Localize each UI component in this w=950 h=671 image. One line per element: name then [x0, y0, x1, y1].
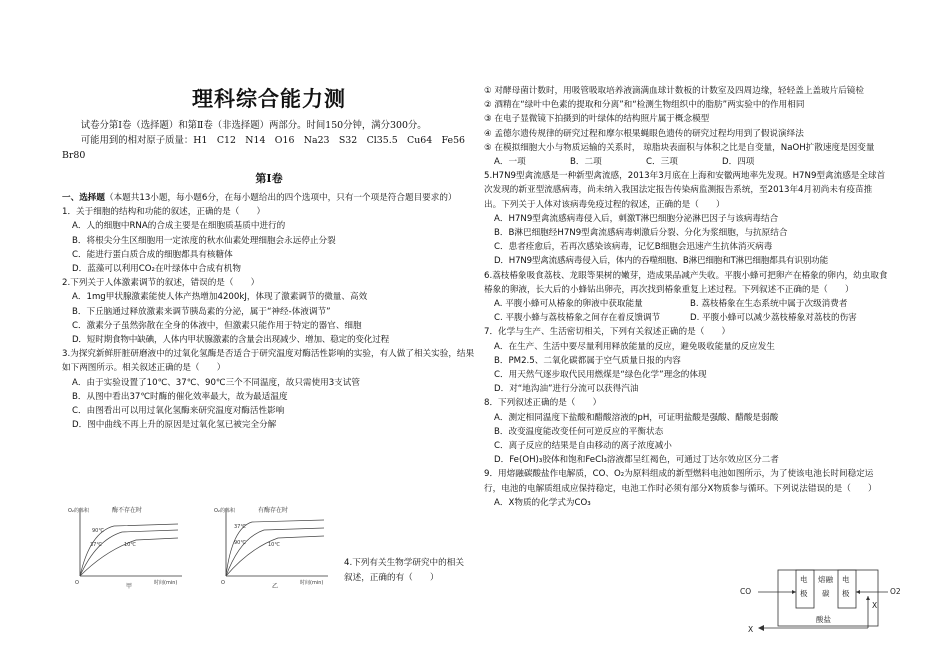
x-up-arrowhead [866, 596, 870, 600]
fuel-cell-svg [738, 566, 908, 666]
enzyme-figures [66, 502, 344, 592]
question-7-option-d: D．对“地沟油”进行分流可以获得汽油 [494, 384, 639, 395]
question-4-option-c: C．三项 [646, 157, 678, 168]
origin-label: O [75, 580, 79, 586]
right-column [484, 84, 888, 510]
question-6-option-b: B. 荔枝椿象在生态系统中属于次级消费者 [690, 299, 848, 310]
question-6-option-a: A. 平腹小蜂可从椿象的卵液中获取能量 [494, 299, 643, 310]
question-7-option-b: B．PM2.5、二氧化碳都属于空气质量日报的内容 [494, 355, 681, 366]
x-label-right: X [872, 601, 878, 610]
question-4-stem: 4.下列有关生物学研究中的相关叙述，正确的有（ ） [344, 558, 464, 583]
co-arrowhead [792, 590, 796, 594]
question-2-stem: 2.下列关于人体激素调节的叙述，错误的是（ ） [62, 278, 260, 289]
question-4-option-d: D．四项 [722, 157, 755, 168]
question-3-option-d: D．图中曲线不再上升的原因是过氧化氢已被完全分解 [72, 420, 277, 431]
question-2-option-c: C．激素分子虽然弥散在全身的体液中，但激素只能作用于特定的器官、细胞 [72, 320, 362, 331]
figure-title-left: 酶不存在时 [112, 507, 143, 514]
o2-arrowhead [856, 590, 860, 594]
intro-line1: 试卷分第Ⅰ卷（选择题）和第Ⅱ卷（非选择题）两部分。时间150分钟，满分300分。 [80, 120, 427, 131]
question-8-option-c: C．离子反应的结果是自由移动的离子浓度减小 [494, 441, 672, 452]
question-8-option-a: A．测定相同温度下盐酸和醋酸溶液的pH，可证明盐酸是强酸、醋酸是弱酸 [494, 412, 779, 423]
question-8-stem: 8．下列叙述正确的是（ ） [484, 398, 602, 409]
question-4-clause-4: ④ 孟德尔遗传规律的研究过程和摩尔根果蝇眼色遗传的研究过程均用到了假说演绎法 [484, 128, 804, 139]
question-8-option-d: D．Fe(OH)₃胶体和饱和FeCl₃溶液都呈红褐色，可通过丁达尔效应区分二者 [494, 455, 779, 466]
question-7-option-c: C．用天然气逐步取代民用燃煤是“绿色化学”理念的体现 [494, 370, 707, 381]
question-9-stem: 9．用熔融碳酸盐作电解质，CO、O₂为原料组成的新型燃料电池如图所示，为了使该电池长时间稳定运行，电池的电解质组成应保持稳定，电池工作时必须有部分X物质参与循环。下列说法错误的是（ ） [484, 469, 877, 494]
x-left-arrowhead [758, 625, 764, 631]
electrode-right-label-1: 电 [842, 575, 850, 584]
question-8-option-b: B．改变温度能改变任何可逆反应的平衡状态 [494, 426, 664, 437]
question-4-option-b: B．二项 [570, 157, 602, 168]
question-3-option-c: C．由图看出可以用过氧化氢酶来研究温度对酶活性影响 [72, 406, 285, 417]
question-3-option-b: B．从图中看出37℃时酶的催化效率最大，故为最适温度 [72, 391, 288, 402]
question-4-option-a: A．一项 [494, 157, 526, 168]
part-desc: （本题共13小题，每小题6分，在每小题给出的四个选项中，只有一个项是符合题目要求的） [104, 193, 457, 203]
y-axis-label: O₂的体积 [68, 508, 89, 514]
melt-label-2: 碳 [822, 589, 830, 598]
question-4-clause-2: ② 酒精在“绿叶中色素的提取和分离”和“检测生物组织中的脂肪”两实验中的作用相同 [484, 100, 805, 111]
curve-90 [226, 528, 324, 576]
curve-label-90: 90℃ [92, 528, 104, 534]
left-column [62, 80, 476, 432]
question-2-option-a: A．1mg甲状腺激素能使人体产热增加4200kJ，体现了激素调节的微量、高效 [72, 292, 368, 303]
figure-no-enzyme [66, 502, 186, 590]
question-1-option-c: C．能进行蛋白质合成的细胞都具有核糖体 [72, 249, 233, 260]
question-7-option-a: A．在生产、生活中要尽量利用释放能量的反应，避免吸收能量的反应发生 [494, 341, 775, 352]
x-axis-label: 时间(min) [300, 580, 324, 586]
question-2-option-b: B．下丘脑通过释放激素来调节胰岛素的分泌，属于“神经-体液调节” [72, 306, 331, 317]
question-1-option-a: A．人的细胞中RNA的合成主要是在细胞质基质中进行的 [72, 221, 286, 232]
figure-with-enzyme-graph [212, 502, 332, 590]
figure-no-enzyme-graph [66, 502, 186, 590]
part-heading [62, 191, 476, 205]
question-1-stem: 1．关于细胞的结构和功能的叙述，正确的是（ ） [62, 207, 266, 218]
electrode-left-label-2: 极 [800, 589, 808, 598]
question-3-option-a: A．由于实验设置了10℃、37℃、90℃三个不同温度，故只需使用3支试管 [72, 377, 360, 388]
electrode-left-label-1: 电 [800, 575, 808, 584]
co-label: CO [740, 587, 752, 596]
fuel-cell-diagram [738, 566, 908, 666]
figure-caption-right: 乙 [272, 583, 279, 590]
question-7-stem: 7．化学与生产、生活密切相关，下列有关叙述正确的是（ ） [484, 327, 731, 338]
question-1-option-d: D．蓝藻可以利用CO₂在叶绿体中合成有机物 [72, 264, 241, 275]
question-6-option-d: D. 平腹小蜂可以减少荔枝椿象对荔枝的伤害 [690, 313, 857, 324]
intro-line2: 可能用到的相对原子质量：H1 C12 N14 O16 Na23 S32 Cl35.5 Cu64 Fe56 Br80 [62, 135, 475, 161]
curve-37 [80, 530, 178, 576]
question-4-clause-5: ⑤ 在模拟细胞大小与物质运输的关系时， 琼脂块表面积与体积之比是自变量，NaOH扩散速度是因变量 [484, 142, 875, 153]
question-6-stem: 6.荔枝椿象吸食荔枝、龙眼等果树的嫩芽，造成果品减产失收。平腹小蜂可把卵产在椿象的卵内，幼虫取食椿象的卵液，长大后的小蜂钻出卵壳，再次找到椿象重复上述过程。下列叙述不正确的是（ ） [484, 270, 888, 295]
y-axis-label: O₂的体积 [214, 508, 235, 514]
figure-title-right: 有酶存在时 [258, 507, 289, 514]
question-5-option-d: D．H7N9型禽流感病毒侵入后，体内的吞噬细胞、B淋巴细胞和T淋巴细胞都具有识别功能 [494, 256, 828, 267]
question-5-option-b: B．B淋巴细胞经H7N9型禽流感病毒刺激后分裂、分化为浆细胞，与抗原结合 [494, 228, 788, 239]
salt-label: 酸盐 [816, 615, 831, 624]
part-label: 一、选择题 [62, 193, 105, 203]
origin-label: O [221, 580, 225, 586]
question-6-option-c: C. 平腹小蜂与荔枝椿象之间存在着反馈调节 [494, 313, 661, 324]
question-9-option-a: A．X物质的化学式为CO₃ [494, 497, 591, 508]
question-1-option-b: B．将根尖分生区细胞用一定浓度的秋水仙素处理细胞会永远停止分裂 [72, 235, 336, 246]
question-2-option-d: D．短时期食物中缺碘，人体内甲状腺激素的含量会出现减少、增加、稳定的变化过程 [72, 335, 389, 346]
question-3-stem: 3.为探究新鲜肝脏研磨液中的过氧化氢酶是否适合于研究温度对酶活性影响的实验，有人做了相关实验，结果如下两图所示。相关叙述正确的是（ ） [62, 349, 475, 374]
curve-label-10: 10℃ [124, 542, 136, 548]
x-label-left: X [748, 625, 754, 634]
question-5-option-a: A．H7N9型禽流感病毒侵入后，刺激T淋巴细胞分泌淋巴因子与该病毒结合 [494, 213, 779, 224]
section-heading: 第Ⅰ卷 [255, 172, 283, 185]
question-4-clause-1: ① 对酵母菌计数时，用吸管吸取培养液滴满血球计数板的计数室及四周边缘，轻轻盖上盖玻片后镜检 [484, 86, 864, 96]
curve-label-37: 37℃ [90, 542, 102, 548]
curve-label-90: 90℃ [234, 540, 246, 546]
curve-label-37: 37℃ [234, 524, 246, 530]
figure-with-enzyme [212, 502, 332, 590]
question-4-clause-3: ③ 在电子显微镜下拍摄到的叶绿体的结构照片属于概念模型 [484, 114, 710, 125]
question-4-options [494, 155, 888, 169]
question-5-option-c: C．患者痊愈后，若再次感染该病毒，记忆B细胞会迅速产生抗体消灭病毒 [494, 242, 773, 253]
figure-caption-left: 甲 [126, 583, 133, 590]
o2-label: O2 [890, 587, 901, 596]
question-6-options-row2 [494, 311, 888, 325]
page-title: 理科综合能力测 [192, 86, 346, 111]
question-5-stem: 5.H7N9型禽流感是一种新型禽流感，2013年3月底在上海和安徽两地率先发现。H7N9型禽流感是全球首次发现的新亚型流感病毒，尚未纳入我国法定报告传染病监测报告系统，至2013年4月初尚未有疫苗推出。下列关于人体对该病毒免疫过程的叙述，正确的是（ ） [484, 171, 886, 210]
electrode-right-label-2: 极 [842, 589, 850, 598]
x-axis-label: 时间(min) [154, 580, 178, 586]
curve-label-10: 10℃ [268, 542, 280, 548]
question-6-options-row1 [494, 297, 888, 311]
melt-label-1: 熔融 [818, 575, 833, 584]
